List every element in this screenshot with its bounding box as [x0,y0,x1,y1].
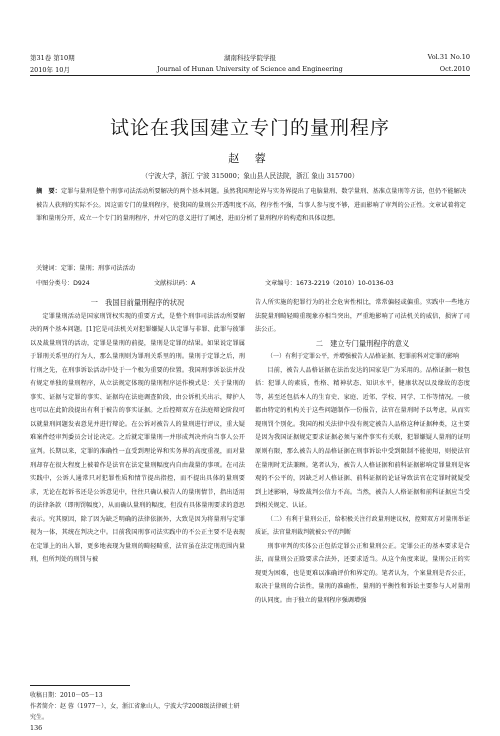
doc-code-value: A [191,280,196,287]
paragraph: 刑事审判的实体公正包括定罪公正和量刑公正。定罪公正的基本要求是合法，而量刑公正除要求合法外，还要求适当。从这个角度来说，量刑公正的实现更为困难，也是更难以准确评价和界定的。笔者认为，个案量刑是否公正，取决于量刑的合法性，量刑的准确性，量刑的平衡性和诉讼主要参与人对量刑的认同度。由于独立的量刑程序强调增强 [255,542,470,605]
classification-label: 中图分类号： [36,280,74,287]
subsection-heading-2: （二）有利于量刑公正，给积极关注行政量刑建议权，控辩双方对量刑举证质证，法官量刑裁判就被公平的判断 [255,515,470,537]
paragraph: 告人所实施的犯罪行为的社会危害性相比，常常偏轻或偏重。实践中一些地方法院量刑畸轻畸重现象亦相当突出，严重地影响了司法机关的威信，损害了司法公正。 [255,299,470,334]
abstract [36,185,466,226]
keywords-text: 定罪；量刑；刑事司法活动 [60,265,135,272]
received-date: 收稿日期：2010－05－13 [30,692,103,699]
classification-value: D924 [73,280,90,287]
volume-en: Vol.31 No.10 [427,53,470,61]
section-heading-1: 一 我国目前量刑程序的状况 [90,298,185,307]
footnote [30,690,245,723]
volume-cn: 第31卷 第10期 [30,54,75,62]
date-cn: 2010年 10月 [30,66,70,74]
page-number: 136 [30,724,43,732]
article-no-value: 1673-2219（2010）10-0136-03 [295,280,394,287]
classification [36,278,90,287]
right-column [255,296,470,608]
affiliation: （宁波大学，浙江 宁波 315000；象山县人民法院，浙江 象山 315700） [141,172,359,180]
author-name: 赵 蓉 [228,152,272,165]
date-en: Oct.2010 [439,65,470,73]
journal-name-cn: 湖南科技学院学报 [224,54,276,62]
author-note: 作者简介：赵 蓉（1977－），女，浙江省象山人，宁波大学2008级法律硕士研究生。 [30,703,240,721]
paragraph: 定罪量刑活动是国家刑罚权实现的重要方式，是整个刑事司法活动所要解决的两个基本问题。[1]它是司法机关对犯罪嫌疑人认定罪与非罪、此罪与彼罪以及裁量刑罚的活动，定罪是量刑的前提，量刑是定罪的结果。如果说定罪属于罪刑关系里的行为人，那么量刑则为罪刑关系里的刑。量刑于定罪之后，刑行刑之先，在刑事诉讼活动中处于一个极为重要的位置。我国刑事诉讼法并没有规定单独的量刑程序，从立法规定体现的量刑程序运作模式是：关于量刑的事实、证据与定罪的事实、证据均在法庭调查阶段，由公诉机关出示，辩护人也可以在此阶段提出有利于被告的事实证据。之后控辩双方在法庭辩论阶段可以就量刑问题发表意见并进行辩论。在公诉对被告人的量刑进行评议，重大疑难案件经审判委员会讨论决定。之后就定罪量刑一并形成判决并向当事人公开宣判。长期以来，定罪的准确性一直受到理论界和实务界的高度重视，而对量刑却存在很大程度上被着作是法官在法定量刑幅度内自由裁量的事项。在司法实践中，公诉人通常只对犯罪性质和情节提出指控，而不提出具体的量刑要求，无论在起诉书还是公诉意见中，往往只确认被告人的量刑情节，指出适用的法律条款（即刑罚幅度），从而确认量刑的幅度，但没有具体量刑要求的意思表示。究其原因，除了因为缺乏明确的法律依据外，大致是因为将量刑与定罪视为一体，其统在判决之中。目前我国刑事司法实践中的不公正主要不是表现在定罪上的出入罪，更多地表现为量刑的畸轻畸重，法官虽在法定刑范围内量刑，但所判处的刑罚与被 [30,312,245,564]
doc-code-label: 文献标识码： [154,280,192,287]
paragraph: 目前，被告人品格证据在法治发达的国家是广为采用的。品格证据一般包括：犯罪人的素质，性格、精神状态、知识水平，健康状况以及缘故的态度等，甚至还包括本人的生育史、家庭、近邻、学校、同学、工作等情况。一般都由特定的机构关于这些问题制作一份报告，法官在量刑时予以考虑，从而实现刑罚个别化。我国的相关法律中没有规定被告人品格这种证据种类，这主要是因为我国证据规定要求证据必须与案件事实有关联，犯罪嫌疑人量刑的证明原则有限，那么被告人的品格证据在刑事诉讼中受到限制不能使用，则使法官在量刑时无法兼顾。笔者认为，被告人人格证据和前科证据影响定罪量刑是客观的不公平的，因缺乏对人格证据、前科证据的论证导致法官在定罪时就疑受到上述影响，导致裁判公信力不高。当然，被告人人格证据和前科证据应当受到相关规定、认证。 [255,366,470,510]
abstract-label: 摘 要： [36,188,61,195]
article-number [265,278,394,287]
section-heading-2: 二 建立专门量刑程序的意义 [315,338,410,348]
journal-name-en: Journal of Hunan University of Science and Engineering [157,65,343,73]
keywords [36,263,135,272]
header-rule [30,75,470,76]
paper-title: 试论在我国建立专门的量刑程序 [109,117,390,139]
keywords-label: 关键词： [36,265,61,272]
subsection-heading-1: （一）有利于定罪公平，并增强被告人品格证据、犯罪前科对定罪的影响 [267,353,460,361]
left-column [30,296,245,567]
footnote-rule [30,685,130,686]
abstract-text: 定罪与量刑是整个刑事司法活动所要解决的两个基本问题。虽然我国理论界与实务界提出了电脑量刑、数学量刑、基准点量刑等方法，但仍不能解决被告人获刑的实际不公。因这需专门的量刑程序，使我国的量刑公开透明度不高，程序性不强，当事人参与度不够，进而影响了审判的公正性。文章试着将定罪和量刑分开，成立一个专门的量刑程序，并对它的意义进行了阐述，进而分析了量刑程序的构造和具体设想。 [36,188,467,223]
article-no-label: 文章编号： [265,280,296,287]
document-code [154,278,195,287]
